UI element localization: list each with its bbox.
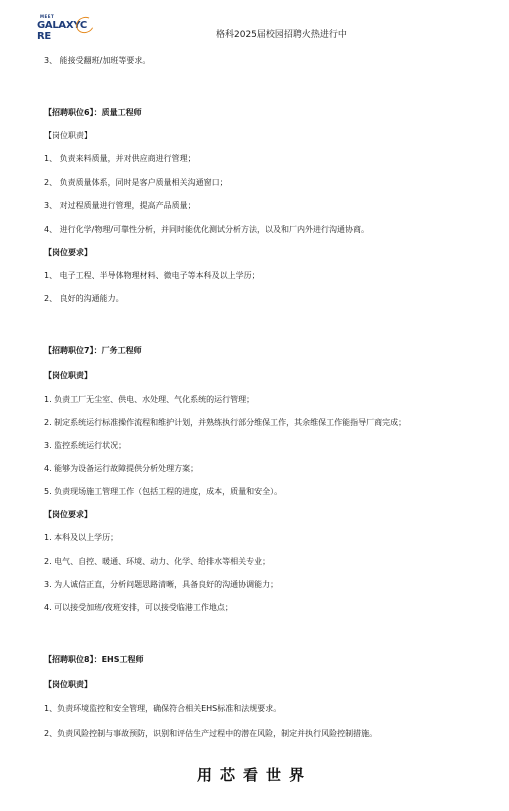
page-header (0, 0, 509, 46)
position-heading-8: 【招聘职位8】：EHS工程师 (44, 655, 144, 664)
duty-item: 3、 对过程质量进行管理，提高产品质量； (44, 201, 196, 210)
duty-item: 2、负责风险控制与事故预防，识别和评估生产过程中的潜在风险，制定并执行风险控制措施。 (44, 729, 378, 738)
requirement-item: 1. 本科及以上学历； (44, 533, 119, 542)
duty-item: 4、 进行化学/物理/可靠性分析，并同时能优化测试分析方法，以及和厂内外进行沟通协商。 (44, 225, 370, 234)
duty-item: 4. 能够为设备运行故障提供分析处理方案； (44, 464, 199, 473)
requirement-item: 1、 电子工程、半导体物理材料、微电子等本科及以上学历； (44, 271, 260, 280)
section-label-requirements: 【岗位要求】 (44, 510, 92, 519)
requirement-item: 3、 能接受翻班/加班等要求。 (44, 56, 151, 65)
position-heading-7: 【招聘职位7】：厂务工程师 (44, 346, 142, 355)
company-logo (37, 14, 99, 42)
logo-kicker: MEET (40, 14, 55, 19)
duty-item: 1、负责环境监控和安全管理，确保符合相关EHS标准和法规要求。 (44, 704, 282, 713)
section-label-duties: 【岗位职责】 (44, 131, 92, 140)
requirement-item: 3. 为人诚信正直，分析问题思路清晰，具备良好的沟通协调能力； (44, 580, 279, 589)
logo-wordmark: GALAXYC RE (37, 20, 87, 42)
footer-slogan: 用芯看世界 (196, 766, 312, 784)
duty-item: 3. 监控系统运行状况； (44, 441, 127, 450)
section-label-duties: 【岗位职责】 (44, 680, 92, 689)
duty-item: 5. 负责现场施工管理工作（包括工程的进度，成本，质量和安全）。 (44, 487, 283, 496)
duty-item: 2. 制定系统运行标准操作流程和维护计划，并熟练执行部分维保工作，其余维保工作能指导厂商完成； (44, 418, 407, 427)
requirement-item: 4. 可以接受加班/夜班安排，可以接受临港工作地点； (44, 603, 233, 612)
duty-item: 1、 负责来料质量，并对供应商进行管理； (44, 154, 196, 163)
section-label-requirements: 【岗位要求】 (44, 248, 92, 257)
position-heading-6: 【招聘职位6】：质量工程师 (44, 108, 142, 117)
requirement-item: 2. 电气、自控、暖通、环境、动力、化学、给排水等相关专业； (44, 557, 271, 566)
duty-item: 1. 负责工厂无尘室、供电、水处理、气化系统的运行管理； (44, 395, 255, 404)
duty-item: 2、 负责质量体系，同时是客户质量相关沟通窗口； (44, 178, 228, 187)
header-title: 格科2025届校园招聘火热进行中 (216, 30, 347, 40)
requirement-item: 2、 良好的沟通能力。 (44, 294, 124, 303)
section-label-duties: 【岗位职责】 (44, 371, 92, 380)
